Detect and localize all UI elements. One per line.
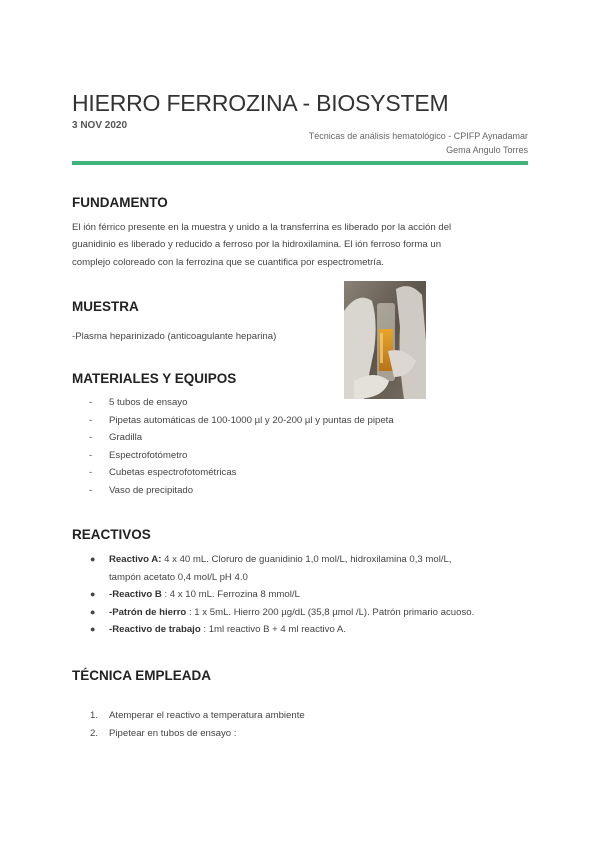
list-item: 2. Pipetear en tubos de ensayo : <box>72 725 305 743</box>
list-item: - Espectrofotómetro <box>72 447 394 465</box>
fundamento-paragraph <box>72 219 532 271</box>
bullet-marker: ● <box>90 606 96 617</box>
reactivo-label: -Reactivo de trabajo <box>109 624 201 635</box>
dash-marker: - <box>89 414 93 426</box>
reactivo-label: -Patrón de hierro <box>109 606 187 618</box>
list-item: 1. Atemperar el reactivo a temperatura ambiente <box>72 707 305 725</box>
heading-muestra: MUESTRA <box>72 299 139 314</box>
bullet-marker: ● <box>90 554 96 564</box>
document-title: HIERRO FERROZINA - BIOSYSTEM <box>72 90 449 116</box>
list-item: - Vaso de precipitado <box>72 482 394 500</box>
dash-marker: - <box>89 467 93 478</box>
author-name: Gema Angulo Torres <box>446 145 528 155</box>
fundamento-line: complejo coloreado con la ferrozina que se cuantifica por espectrometría. <box>72 256 384 268</box>
tecnica-list <box>72 707 305 742</box>
heading-reactivos: REACTIVOS <box>72 527 151 542</box>
heading-tecnica: TÉCNICA EMPLEADA <box>72 668 212 683</box>
list-item: - 5 tubos de ensayo <box>72 394 394 412</box>
bullet-marker: ● <box>90 589 96 599</box>
fundamento-line: El ión férrico presente en la muestra y unido a la transferrina es liberado por la acción del <box>72 222 452 233</box>
document-date: 3 NOV 2020 <box>72 120 128 131</box>
dash-marker: - <box>89 449 93 461</box>
sample-tube-photo <box>344 281 426 399</box>
dash-marker: - <box>89 484 93 496</box>
step-number: 1. <box>90 710 99 721</box>
list-item: - Gradilla <box>72 429 394 447</box>
heading-materiales: MATERIALES Y EQUIPOS <box>72 371 237 386</box>
step-number: 2. <box>90 727 99 739</box>
list-item: ● -Patrón de hierro : 1 x 5mL. Hierro 200 µg/dL (35,8 µmol /L). Patrón primario acuoso. <box>72 604 542 622</box>
muestra-text: -Plasma heparinizado (anticoagulante heparina) <box>72 331 277 342</box>
list-item: - Pipetas automáticas de 100-1000 µl y 20-200 µl y puntas de pipeta <box>72 412 394 430</box>
list-item: ● Reactivo A: 4 x 40 mL. Cloruro de guanidinio 1,0 mol/L, hidroxilamina 0,3 mol/L, tampón acetato 0,4 mol/L pH 4.0 <box>72 551 542 586</box>
list-item: - Cubetas espectrofotométricas <box>72 464 394 482</box>
fundamento-line: guanidinio es liberado y reducido a ferroso por la hidroxilamina. El ión ferroso forma un <box>72 239 442 251</box>
bullet-marker: ● <box>90 624 96 634</box>
list-item: ● -Reactivo B : 4 x 10 mL. Ferrozina 8 mmol/L <box>72 586 542 604</box>
reactivos-list <box>72 551 542 639</box>
materiales-list <box>72 394 394 499</box>
heading-fundamento: FUNDAMENTO <box>72 195 168 210</box>
reactivo-label: -Reactivo B <box>109 589 162 600</box>
header-divider <box>72 161 528 165</box>
institution-subtitle: Técnicas de análisis hematológico - CPIFP Aynadamar <box>308 131 528 141</box>
dash-marker: - <box>89 432 93 443</box>
list-item: ● -Reactivo de trabajo : 1ml reactivo B + 4 ml reactivo A. <box>72 621 542 639</box>
dash-marker: - <box>89 397 93 408</box>
reactivo-label: Reactivo A: <box>109 554 162 565</box>
